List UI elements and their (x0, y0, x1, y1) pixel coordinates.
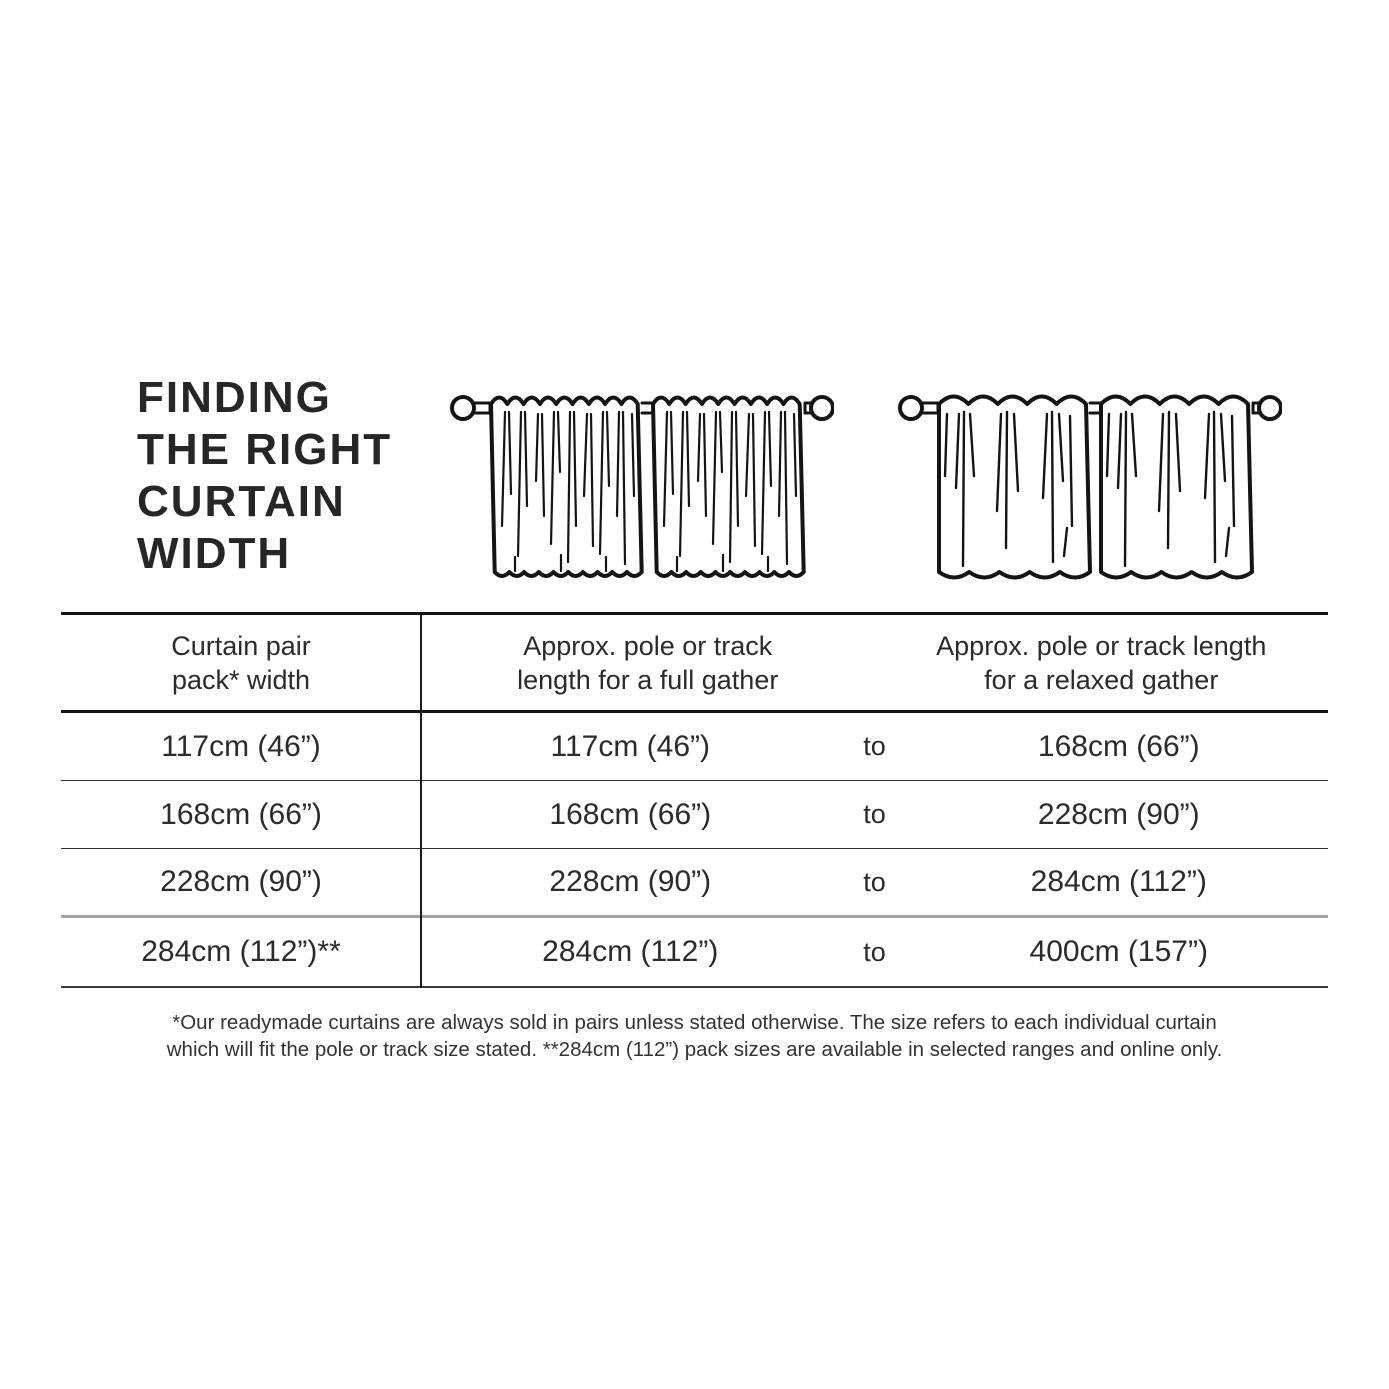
relaxed-gather-value: 168cm (66”) (1037, 729, 1200, 763)
full-gather-curtain-illustration (449, 376, 834, 591)
to-label: to (863, 799, 886, 829)
pack-width-value: 228cm (90”) (160, 865, 322, 898)
table-row (61, 713, 1328, 781)
footnote-line: which will fit the pole or track size stated. **284cm (112”) pack sizes are available in selected ranges and online only. (166, 1038, 1223, 1061)
table-column-divider (420, 615, 422, 988)
table-row (61, 781, 1328, 849)
header-pack-width (61, 615, 421, 710)
header-line: for a relaxed gather (984, 664, 1219, 695)
header-line: Curtain pair (171, 630, 311, 661)
full-gather-value: 168cm (66”) (549, 797, 712, 831)
relaxed-gather-curtain-illustration (897, 376, 1282, 591)
header-relaxed-gather (875, 615, 1329, 710)
header-line: pack* width (171, 664, 311, 695)
page-title (137, 372, 392, 580)
footnote-line: *Our readymade curtains are always sold in pairs unless stated otherwise. The size refers to each individual curtain (172, 1011, 1217, 1034)
full-gather-value: 228cm (90”) (549, 865, 712, 898)
full-gather-value: 284cm (112”) (542, 935, 719, 968)
pack-width-value: 117cm (46”) (161, 729, 321, 763)
page-title-line: WIDTH (137, 529, 292, 578)
to-label: to (863, 731, 886, 761)
pack-width-value: 284cm (112”)** (141, 935, 341, 968)
full-gather-value: 117cm (46”) (550, 729, 710, 763)
footnote (0, 1009, 1389, 1063)
page-title-line: CURTAIN (137, 477, 346, 526)
header-line: Approx. pole or track (523, 630, 773, 661)
header-right-group (421, 615, 1328, 710)
relaxed-gather-value: 400cm (157”) (1029, 935, 1208, 968)
range-group (421, 849, 1328, 915)
range-group (421, 713, 1328, 780)
relaxed-gather-value: 228cm (90”) (1037, 797, 1200, 831)
to-label: to (863, 936, 886, 967)
table-row (61, 849, 1328, 918)
header-line: length for a full gather (517, 664, 779, 695)
header-full-gather (421, 615, 875, 710)
relaxed-gather-value: 284cm (112”) (1030, 865, 1207, 898)
to-label: to (863, 866, 886, 897)
header-line: Approx. pole or track length (936, 630, 1267, 661)
range-group (421, 918, 1328, 986)
size-table (61, 612, 1328, 988)
pack-width-value: 168cm (66”) (160, 797, 322, 831)
table-row (61, 918, 1328, 988)
page-title-line: FINDING (137, 373, 332, 422)
page-title-line: THE RIGHT (137, 425, 393, 474)
range-group (421, 781, 1328, 848)
table-header-row (61, 615, 1328, 713)
